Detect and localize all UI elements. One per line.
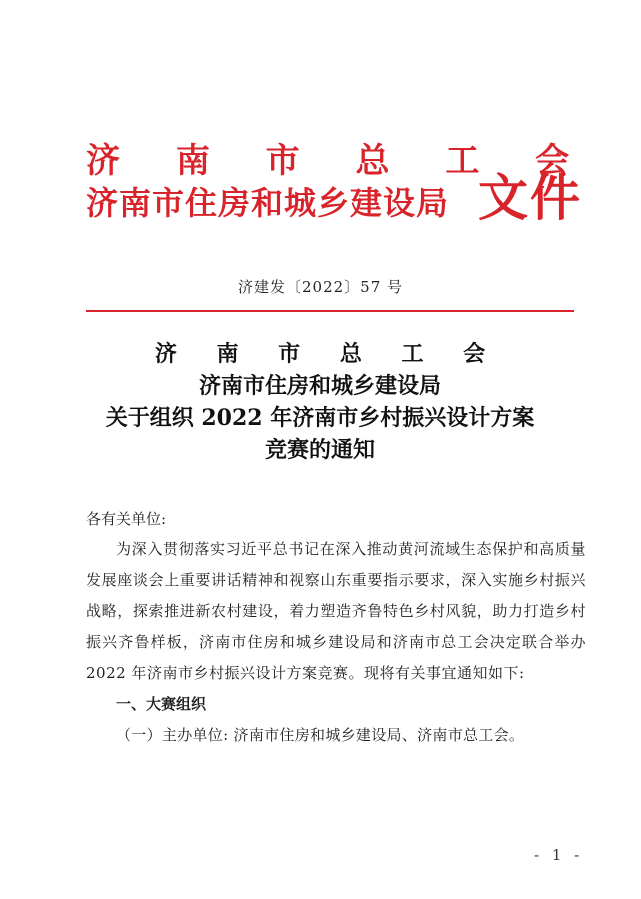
document-label: 文件: [478, 168, 582, 227]
issuer-federation-of-trade-unions: 济 南 市 总 工 会: [86, 141, 592, 181]
intro-paragraph: 为深入贯彻落实习近平总书记在深入推动黄河流域生态保护和高质量发展座谈会上重要讲话精神和视察山东重要指示要求，深入实施乡村振兴战略，探索推进新农村建设，着力塑造齐鲁特色乡村风貌，助力打造乡村振兴齐鲁样板，济南市住房和城乡建设局和济南市总工会决定联合举办 2022 年济南市乡村振兴设计方案竞赛。现将有关事宜通知如下:: [86, 540, 586, 682]
organizer-item: （一）主办单位: 济南市住房和城乡建设局、济南市总工会。: [116, 726, 525, 744]
section-heading-organization: 一、大赛组织: [116, 695, 207, 713]
issuer-housing-bureau: 济南市住房和城乡建设局: [86, 184, 450, 222]
red-divider: [86, 310, 574, 312]
title-line-1: 济 南 市 总 工 会: [154, 341, 502, 367]
document-number: 济建发〔2022〕57 号: [237, 278, 404, 296]
page-number: - 1 -: [534, 846, 584, 864]
notice-title: [70, 338, 570, 466]
salutation: 各有关单位:: [86, 510, 167, 528]
notice-body: [86, 504, 586, 751]
title-line-4: 竞赛的通知: [264, 437, 375, 463]
title-line-3: 关于组织 2022 年济南市乡村振兴设计方案: [105, 405, 535, 431]
title-line-2: 济南市住房和城乡建设局: [198, 373, 441, 399]
